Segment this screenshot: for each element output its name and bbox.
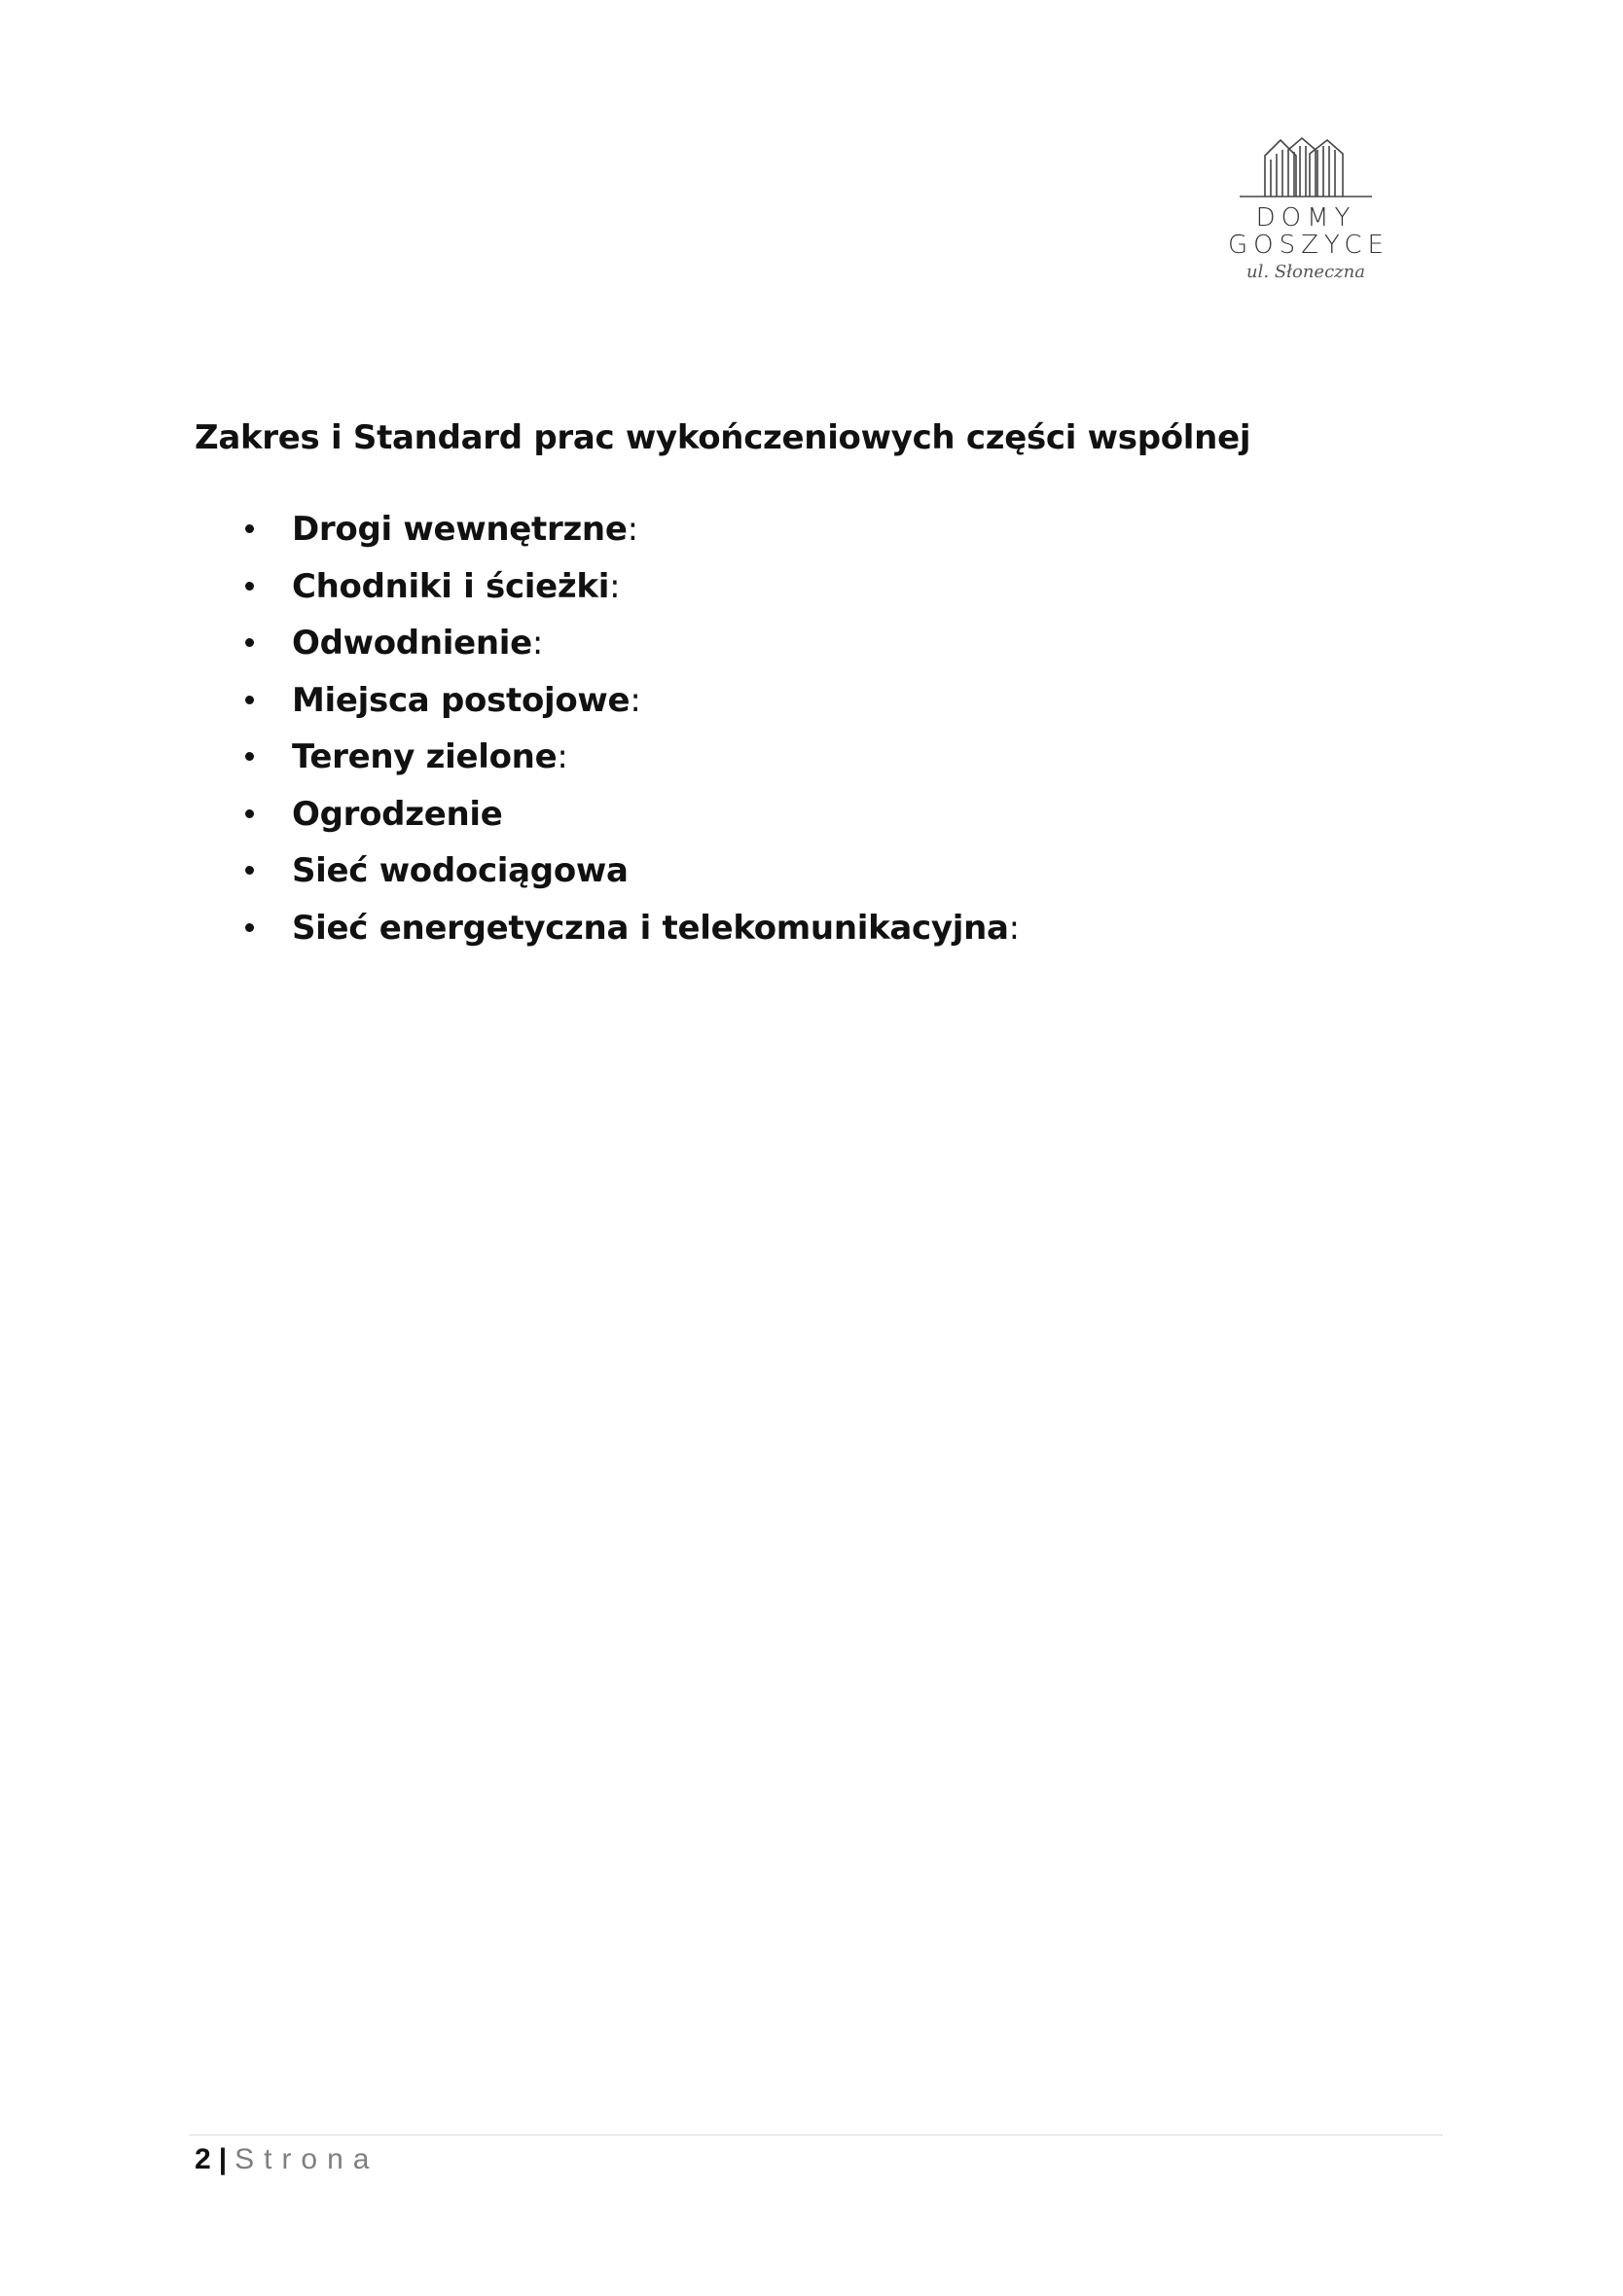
list-item-label: Drogi wewnętrzne <box>292 510 628 549</box>
bullet-icon <box>245 923 254 932</box>
list-item <box>243 843 1020 900</box>
list-item-label: Tereny zielone <box>292 737 558 776</box>
list-item <box>243 558 1020 616</box>
list-item-suffix: : <box>531 624 544 663</box>
list-item-label: Ogrodzenie <box>292 794 503 834</box>
list-item-suffix: : <box>627 510 639 549</box>
list-item-suffix: : <box>609 566 621 606</box>
bullet-icon <box>245 752 254 761</box>
list-item-label: Sieć energetyczna i telekomunikacyjna <box>292 908 1009 948</box>
list-item-suffix: : <box>557 737 568 776</box>
logo-text-domy: DOMY <box>1255 203 1356 233</box>
list-item <box>243 615 1020 672</box>
page-number: 2 <box>195 2143 211 2175</box>
list-item <box>243 672 1020 730</box>
bullet-icon <box>245 524 254 533</box>
bullet-icon <box>245 582 254 591</box>
company-logo <box>1228 134 1389 300</box>
list-item <box>243 729 1020 786</box>
buildings-icon <box>1238 134 1374 198</box>
list-item-suffix: : <box>1008 908 1021 948</box>
footer-page-word: Strona <box>234 2143 379 2175</box>
list-item-label: Odwodnienie <box>292 624 532 663</box>
footer-separator: | <box>218 2143 228 2175</box>
page-heading: Zakres i Standard prac wykończeniowych części wspólnej <box>195 418 1251 457</box>
page-footer <box>195 2140 379 2179</box>
logo-signature: ul. Słoneczna <box>1246 262 1365 282</box>
bullet-icon <box>245 866 254 875</box>
list-item-label: Chodniki i ścieżki <box>292 566 610 606</box>
bullet-icon <box>245 809 254 818</box>
bullet-icon <box>245 638 254 647</box>
bullet-icon <box>245 696 254 704</box>
list-item-label: Sieć wodociągowa <box>292 851 629 890</box>
scope-list <box>243 501 1020 956</box>
logo-text-goszyce: GOSZYCE <box>1228 231 1389 260</box>
list-item-label: Miejsca postojowe <box>292 680 631 720</box>
list-item <box>243 501 1020 558</box>
list-item-suffix: : <box>630 680 641 720</box>
list-item <box>243 900 1020 957</box>
list-item <box>243 786 1020 843</box>
